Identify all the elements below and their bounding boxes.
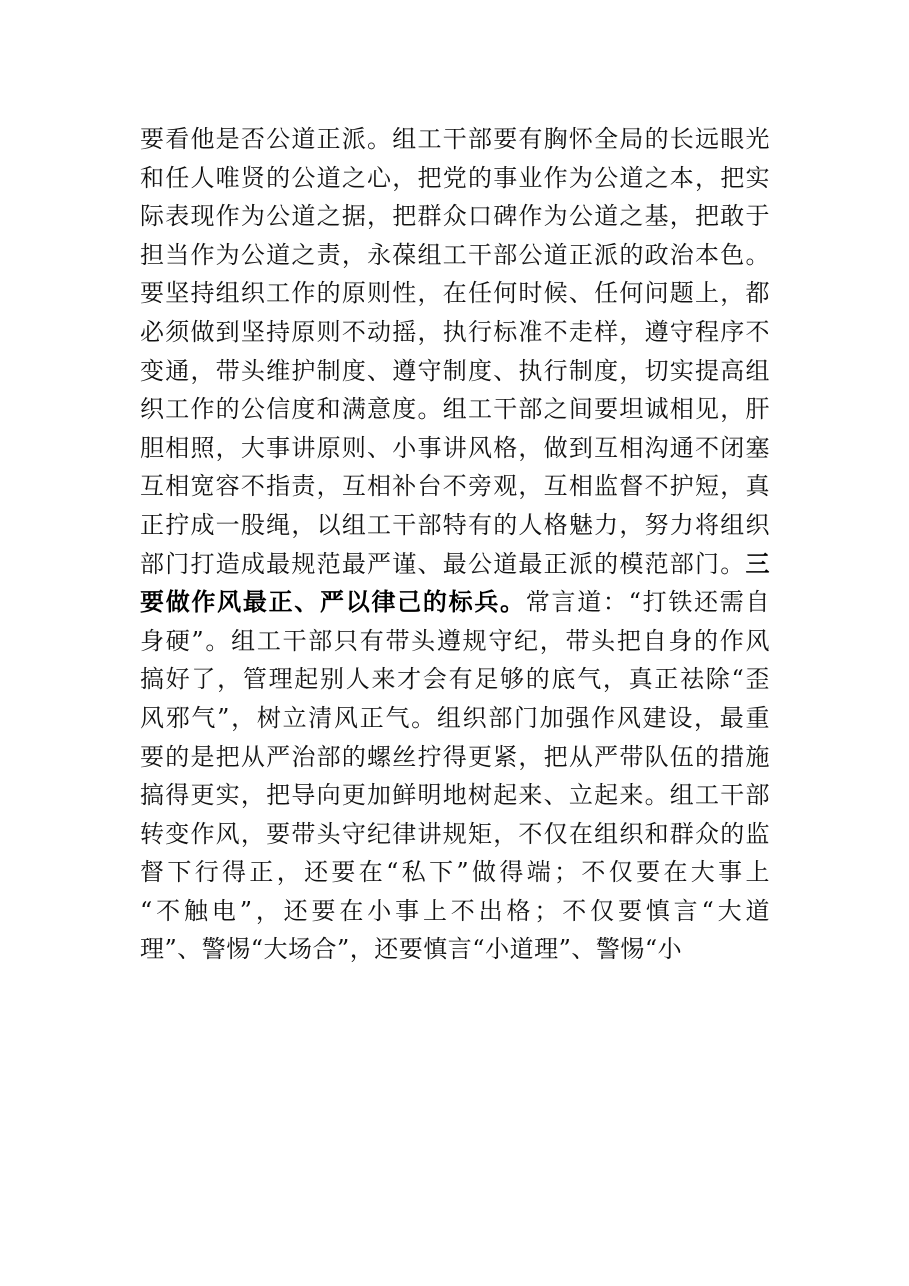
text-segment: 和任人唯贤的公道之心，把党的事业作为公道之本，把实 xyxy=(140,163,770,192)
text-segment: 际表现作为公道之据，把群众口碑作为公道之基，把敢于 xyxy=(140,202,770,231)
text-line xyxy=(140,429,770,468)
text-line xyxy=(140,390,770,429)
text-segment: 要坚持组织工作的原则性，在任何时候、任何问题上，都 xyxy=(140,279,770,308)
text-segment: 胆相照，大事讲原则、小事讲风格，做到互相沟通不闭塞 xyxy=(140,433,770,462)
text-segment: 要看他是否公道正派。组工干部要有胸怀全局的长远眼光 xyxy=(140,125,770,153)
text-segment: 搞得更实，把导向更加鲜明地树起来、立起来。组工干部 xyxy=(140,781,770,810)
text-segment: 督下行得正，还要在“私下”做得端；不仅要在大事上 xyxy=(140,858,770,887)
text-line xyxy=(140,815,770,854)
text-line xyxy=(140,583,770,622)
body-text xyxy=(140,120,770,969)
text-segment: 担当作为公道之责，永葆组工干部公道正派的政治本色。 xyxy=(140,240,770,269)
bold-text-segment: 三 xyxy=(745,548,770,578)
text-segment: 部门打造成最规范最严谨、最公道最正派的模范部门。 xyxy=(140,549,746,578)
text-line xyxy=(140,853,770,892)
text-segment: 织工作的公信度和满意度。组工干部之间要坦诚相见，肝 xyxy=(140,395,770,424)
text-segment: 正拧成一股绳，以组工干部特有的人格魅力，努力将组织 xyxy=(140,510,770,539)
text-line xyxy=(140,545,770,584)
text-segment: 风邪气”，树立清风正气。组织部门加强作风建设，最重 xyxy=(140,703,770,732)
text-segment: 理”、警惕“大场合”，还要慎言“小道理”、警惕“小 xyxy=(140,935,683,964)
text-line xyxy=(140,892,770,931)
text-line xyxy=(140,313,770,352)
text-line xyxy=(140,660,770,699)
text-segment: 身硬”。组工干部只有带头遵规守纪，带头把自身的作风 xyxy=(140,626,770,655)
text-segment: 必须做到坚持原则不动摇，执行标准不走样，遵守程序不 xyxy=(140,317,770,346)
text-line xyxy=(140,467,770,506)
text-line xyxy=(140,776,770,815)
text-line xyxy=(140,352,770,391)
text-line xyxy=(140,622,770,661)
text-line xyxy=(140,738,770,777)
text-line xyxy=(140,236,770,275)
bold-text-segment: 要做作风最正、严以律己的标兵。 xyxy=(140,587,526,617)
text-line xyxy=(140,930,770,969)
text-segment: 转变作风，要带头守纪律讲规矩，不仅在组织和群众的监 xyxy=(140,819,770,848)
text-line xyxy=(140,197,770,236)
text-segment: 要的是把从严治部的螺丝拧得更紧，把从严带队伍的措施 xyxy=(140,742,770,771)
text-line xyxy=(140,159,770,198)
text-segment: 搞好了，管理起别人来才会有足够的底气，真正祛除“歪 xyxy=(140,665,770,694)
text-segment: 互相宽容不指责，互相补台不旁观，互相监督不护短，真 xyxy=(140,472,770,501)
text-line xyxy=(140,506,770,545)
text-segment: “不触电”，还要在小事上不出格；不仅要慎言“大道 xyxy=(140,896,770,925)
text-line xyxy=(140,274,770,313)
text-segment: 常言道：“打铁还需自 xyxy=(525,588,770,617)
text-line xyxy=(140,699,770,738)
text-line xyxy=(140,120,770,159)
text-segment: 变通，带头维护制度、遵守制度、执行制度，切实提高组 xyxy=(140,356,770,385)
